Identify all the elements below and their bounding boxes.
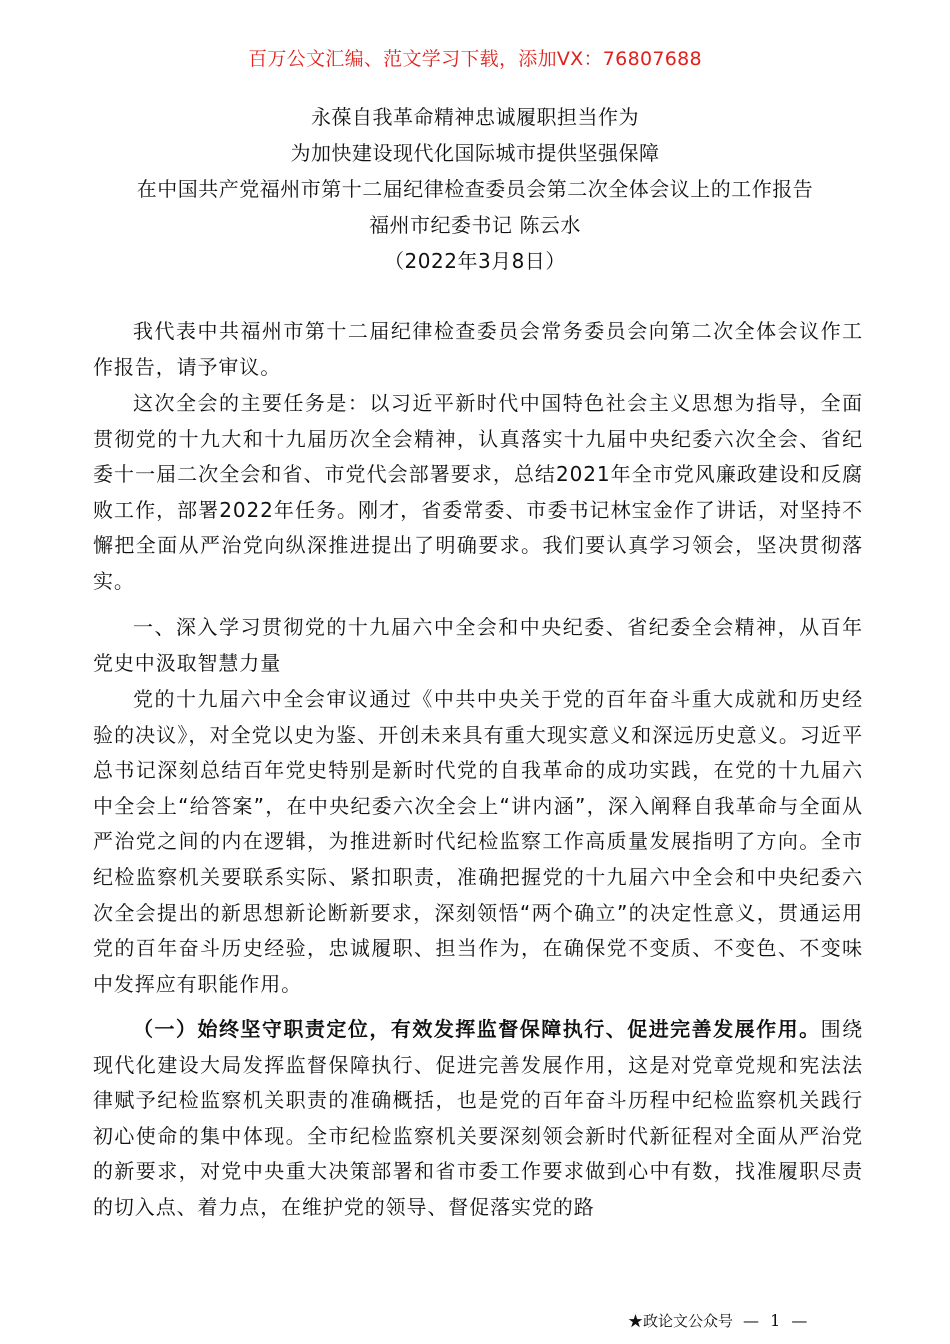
paragraph-tasks: 这次全会的主要任务是：以习近平新时代中国特色社会主义思想为指导，全面贯彻党的十九大和十九届历次全会精神，认真落实十九届中央纪委六次全会、省纪委十一届二次全会和省、市党代会部署要求，总结2021年全市党风廉政建设和反腐败工作，部署2022年任务。刚才，省委常委、市委书记林宝金作了讲话，对坚持不懈把全面从严治党向纵深推进提出了明确要求。我们要认真学习领会，坚决贯彻落实。 bbox=[93, 391, 863, 593]
paragraph-subsection-1 bbox=[93, 1012, 863, 1226]
section-heading-1: 一、深入学习贯彻党的十九届六中全会和中央纪委、省纪委全会精神，从百年党史中汲取智慧力量 bbox=[93, 615, 863, 675]
paragraph-resolution: 党的十九届六中全会审议通过《中共中央关于党的百年奋斗重大成就和历史经验的决议》，对全党以史为鉴、开创未来具有重大现实意义和深远历史意义。习近平总书记深刻总结百年党史特别是新时代党的自我革命的成功实践，在党的十九届六中全会上“给答案”，在中央纪委六次全会上“讲内涵”，深入阐释自我革命与全面从严治党之间的内在逻辑，为推进新时代纪检监察工作高质量发展指明了方向。全市纪检监察机关要联系实际、紧扣职责，准确把握党的十九届六中全会和中央纪委六次全会提出的新思想新论断新要求，深刻领悟“两个确立”的决定性意义，贯通运用党的百年奋斗历史经验，忠诚履职、担当作为，在确保党不变质、不变色、不变味中发挥应有职能作用。 bbox=[93, 687, 863, 996]
title-line-1: 永葆自我革命精神忠诚履职担当作为 bbox=[311, 105, 639, 129]
subsection-body: 围绕现代化建设大局发挥监督保障执行、促进完善发展作用，这是对党章党规和宪法法律赋予纪检监察机关职责的准确概括，也是党的百年奋斗历程中纪检监察机关践行初心使命的集中体现。全市纪检监察机关要深刻领会新时代新征程对全面从严治党的新要求，对党中央重大决策部署和省市委工作要求做到心中有数，找准履职尽责的切入点、着力点，在维护党的领导、督促落实党的路 bbox=[93, 1017, 863, 1219]
promo-banner: 百万公文汇编、范文学习下载，添加VX：76807688 bbox=[248, 48, 702, 70]
page-footer bbox=[628, 1310, 810, 1331]
title-line-2: 为加快建设现代化国际城市提供坚强保障 bbox=[290, 141, 660, 165]
paragraph-intro: 我代表中共福州市第十二届纪律检查委员会常务委员会向第二次全体会议作工作报告，请予审议。 bbox=[93, 319, 863, 379]
subsection-heading: （一）始终坚守职责定位，有效发挥监督保障执行、促进完善发展作用。 bbox=[133, 1017, 821, 1041]
title-line-3: 在中国共产党福州市第十二届纪律检查委员会第二次全体会议上的工作报告 bbox=[136, 177, 814, 201]
author-line: 福州市纪委书记 陈云水 bbox=[369, 213, 581, 237]
date-line: （2022年3月8日） bbox=[384, 249, 566, 273]
page-number: — 1 — bbox=[743, 1311, 811, 1330]
footer-source: ★政论文公众号 bbox=[628, 1312, 734, 1330]
